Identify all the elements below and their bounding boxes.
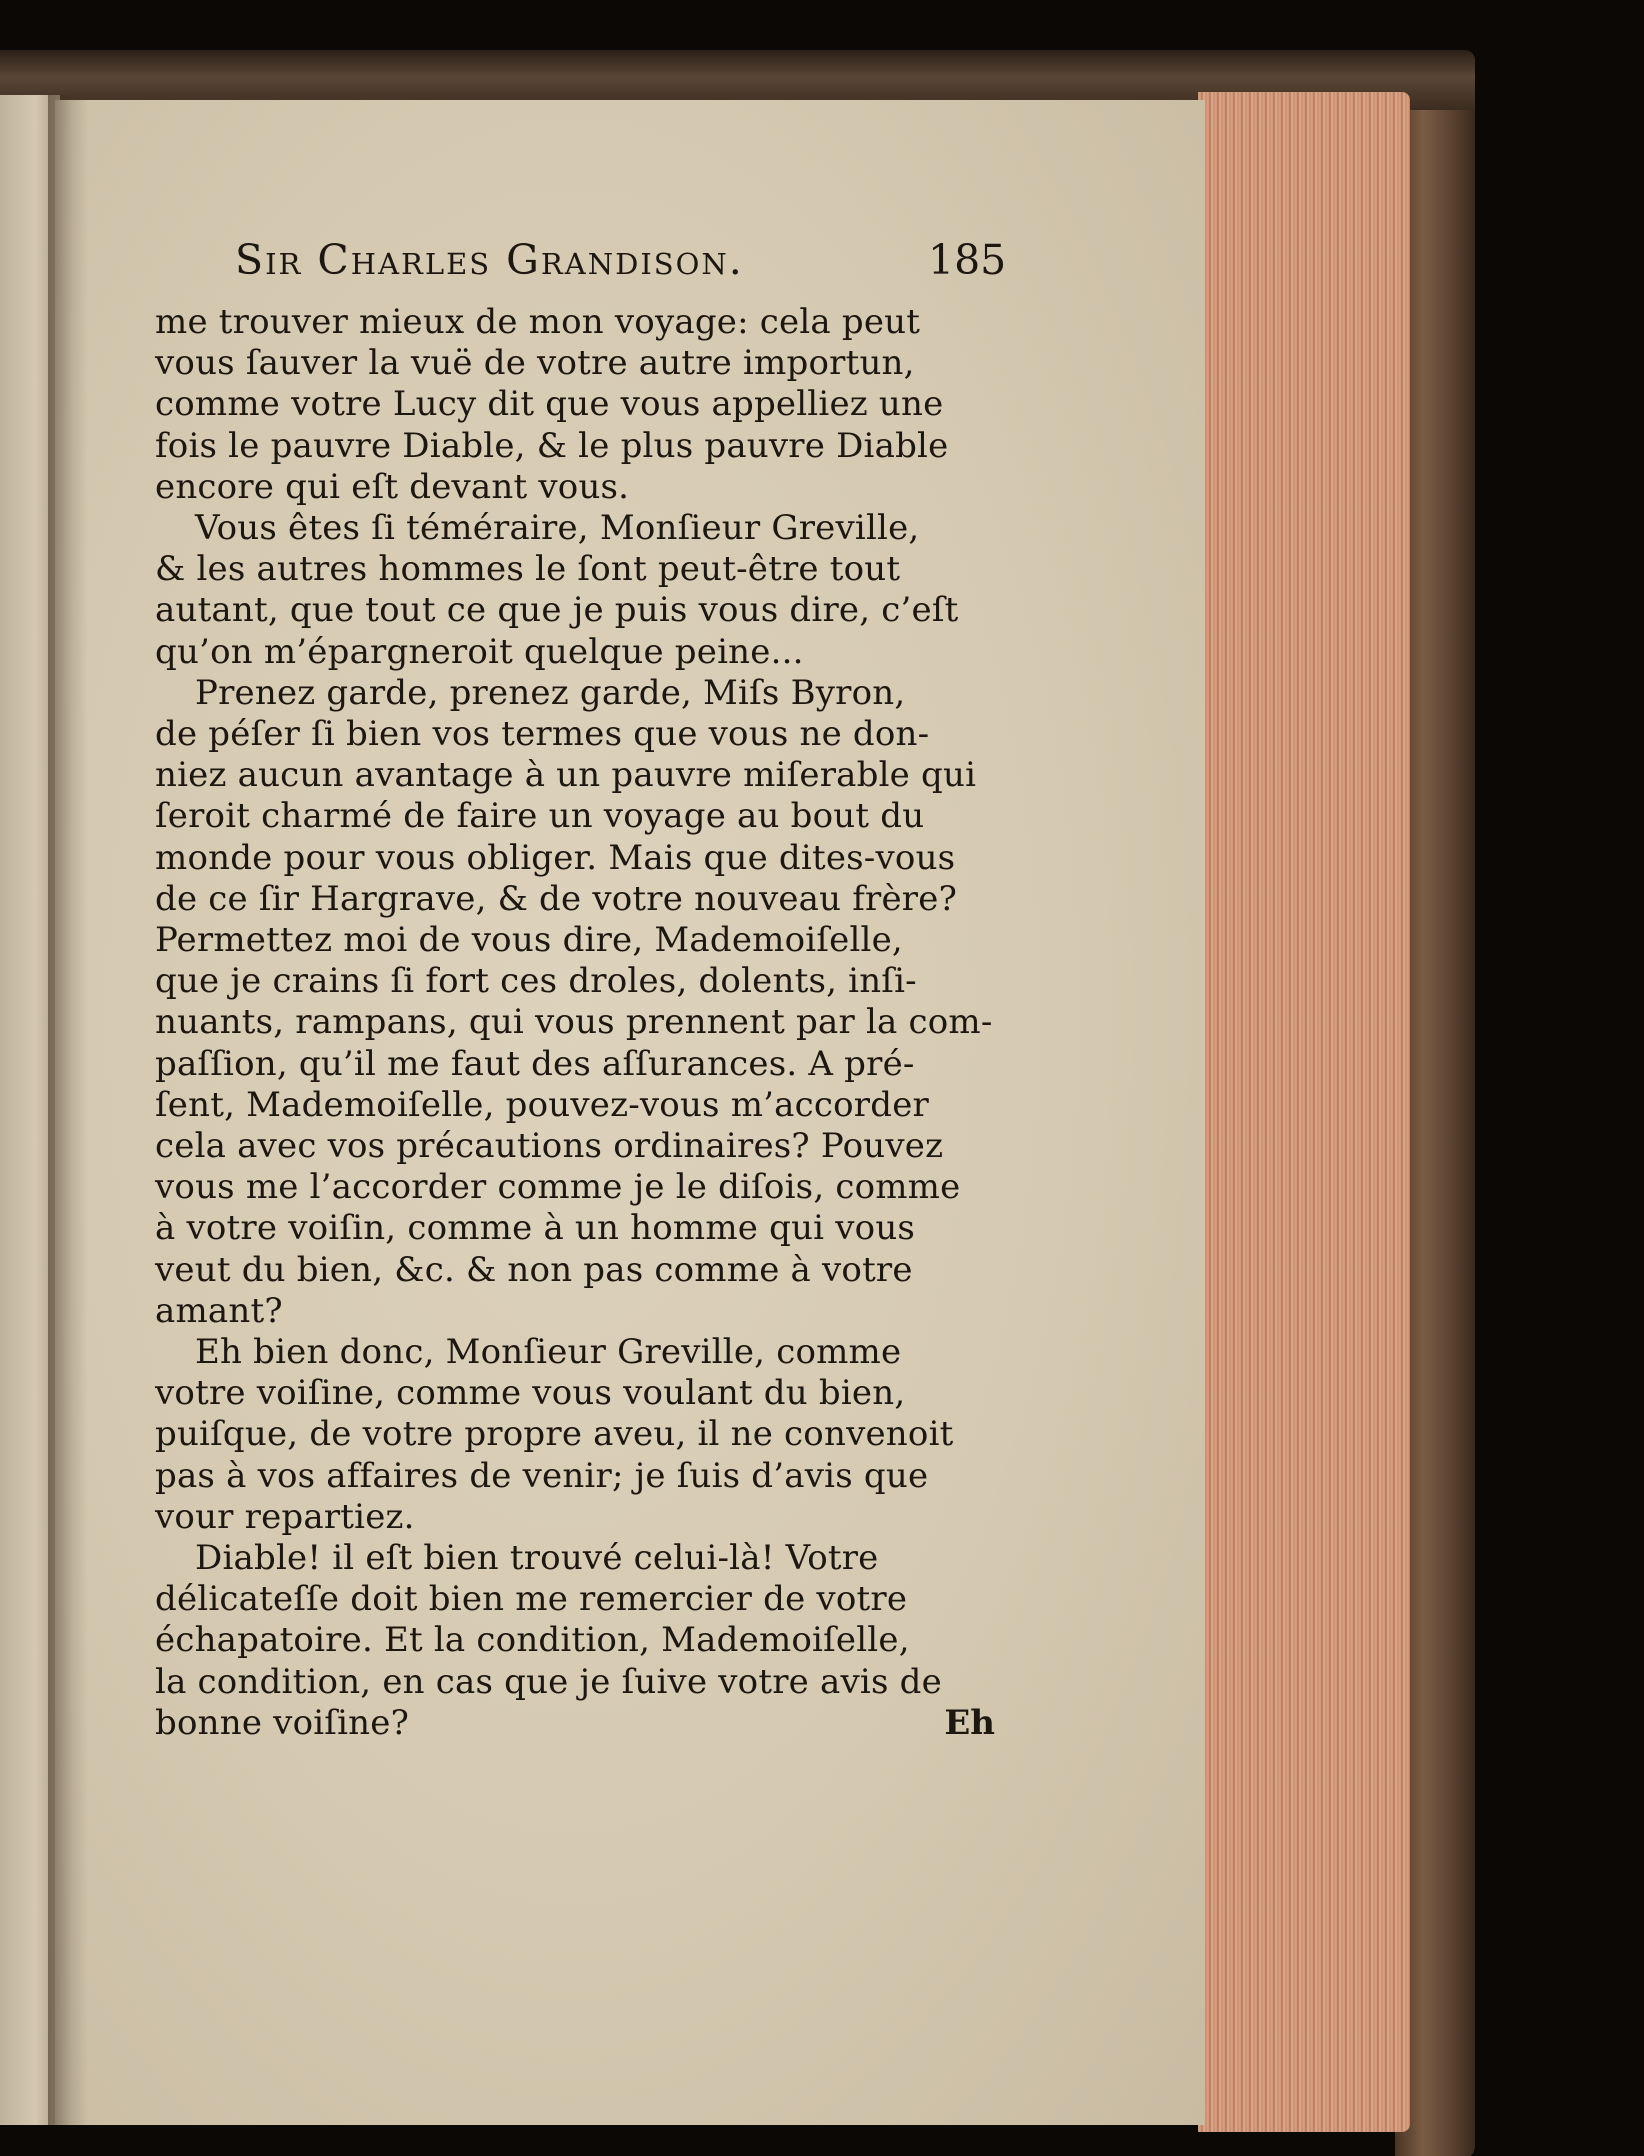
text-line: veut du bien, &c. & non pas comme à votre: [155, 1249, 913, 1290]
text-line: monde pour vous obliger. Mais que dites-vous: [155, 837, 956, 878]
text-line: de péſer ſi bien vos termes que vous ne don-: [155, 714, 930, 754]
text-line: fois le pauvre Diable, & le plus pauvre Diable: [155, 425, 949, 466]
gutter-shadow: [48, 95, 88, 2125]
text-line: vous ſauver la vuë de votre autre importun,: [155, 343, 915, 384]
text-line: encore qui eſt devant vous.: [155, 466, 630, 507]
text-line: vour repartiez.: [155, 1496, 415, 1537]
text-line: & les autres hommes le ſont peut-être tout: [155, 549, 901, 590]
text-line: Permettez moi de vous dire, Mademoiſelle,: [155, 920, 903, 960]
page-number: 185: [928, 236, 1007, 284]
page-block-fore-edge: [1198, 92, 1410, 2132]
text-line: qu’on m’épargneroit quelque peine...: [155, 631, 804, 672]
text-line: la condition, en cas que je ſuive votre avis de: [155, 1661, 942, 1702]
text-line: vous me l’accorder comme je le diſois, comme: [155, 1167, 961, 1208]
text-line: ſent, Mademoiſelle, pouvez-vous m’accorder: [155, 1084, 929, 1125]
text-line: bonne voiſine?: [155, 1702, 410, 1743]
text-line: me trouver mieux de mon voyage: cela peut: [155, 302, 921, 342]
text-line: délicateſſe doit bien me remercier de votre: [155, 1579, 908, 1620]
text-line: paſſion, qu’il me faut des aſſurances. A pré-: [155, 1043, 915, 1084]
text-line: Prenez garde, prenez garde, Miſs Byron,: [195, 672, 906, 713]
text-line: échapatoire. Et la condition, Mademoiſelle,: [155, 1620, 910, 1661]
catchword: Eh: [944, 1702, 995, 1743]
text-line: nuants, rampans, qui vous prennent par la com-: [155, 1002, 993, 1043]
text-line: amant?: [155, 1290, 283, 1331]
text-line: à votre voiſin, comme à un homme qui vous: [155, 1208, 916, 1249]
text-line: que je crains ſi fort ces droles, dolents, inſi-: [155, 961, 917, 1002]
text-line: Eh bien donc, Monſieur Greville, comme: [195, 1332, 902, 1372]
text-line: pas à vos affaires de venir; je ſuis d’avis que: [155, 1455, 929, 1496]
text-line: Vous êtes ſi téméraire, Monſieur Greville,: [195, 508, 920, 548]
text-line: autant, que tout ce que je puis vous dire, c’eſt: [155, 590, 959, 631]
text-line: niez aucun avantage à un pauvre miſerable qui: [155, 755, 977, 796]
text-line: puiſque, de votre propre aveu, il ne convenoit: [155, 1414, 954, 1455]
text-line: cela avec vos précautions ordinaires? Pouvez: [155, 1126, 944, 1166]
text-line: comme votre Lucy dit que vous appelliez une: [155, 384, 944, 425]
running-head: Sir Charles Grandison.: [235, 236, 744, 284]
text-line: de ce ſir Hargrave, & de votre nouveau frère?: [155, 878, 958, 919]
text-line: votre voiſine, comme vous voulant du bien,: [155, 1373, 906, 1414]
text-line: Diable! il eſt bien trouvé celui-là! Votre: [195, 1538, 879, 1578]
text-line: ſeroit charmé de faire un voyage au bout du: [155, 796, 925, 837]
